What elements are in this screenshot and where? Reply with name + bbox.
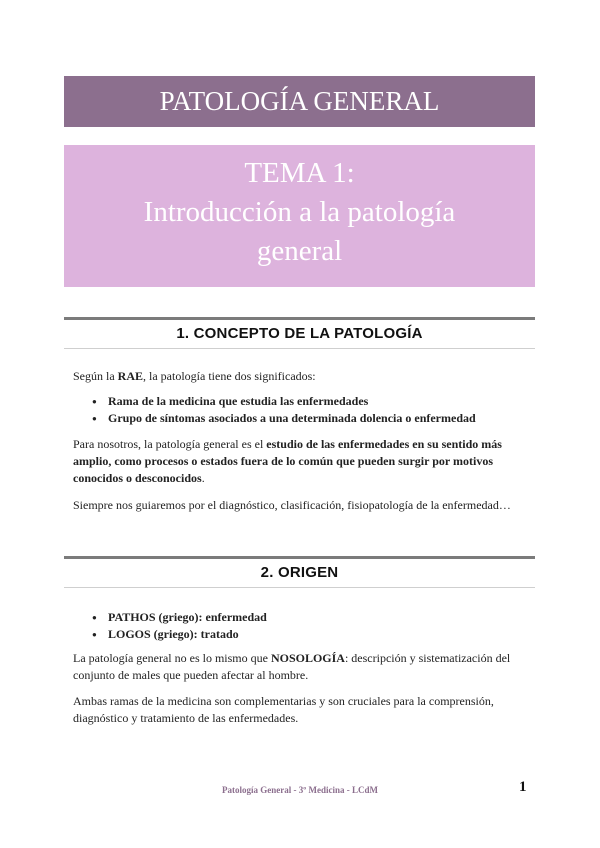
paragraph-guidance: Siempre nos guiaremos por el diagnóstico, clasificación, fisiopatología de la enfermedad… <box>73 498 511 512</box>
document-title-banner <box>64 76 535 127</box>
bullet-item: ● Rama de la medicina que estudia las enfermedades <box>92 393 532 410</box>
text-run: La patología general no es lo mismo que <box>73 651 271 665</box>
text-run-bold: NOSOLOGÍA <box>270 651 345 665</box>
bullet-item: ● PATHOS (griego): enfermedad <box>92 609 532 626</box>
paragraph-complementary: Ambas ramas de la medicina son complementarias y son cruciales para la comprensión, diagnóstico y tratamiento de las enfermedades. <box>73 694 494 725</box>
text-run: Según la <box>73 369 118 383</box>
topic-title-line: Introducción a la patología <box>143 196 456 228</box>
bullet-list-etymology <box>92 609 532 643</box>
page-number: 1 <box>519 779 527 795</box>
text-run-bold: RAE <box>117 369 144 383</box>
bullet-item: ● Grupo de síntomas asociados a una determinada dolencia o enfermedad <box>92 410 532 427</box>
bullet-item: ● LOGOS (griego): tratado <box>92 626 532 643</box>
paragraph-rae-intro <box>73 368 529 385</box>
topic-title-line: TEMA 1: <box>244 157 355 189</box>
text-run: : descripción y sistematización del conjunto de males que pueden afectar al hombre. <box>73 651 511 682</box>
text-run: Para nosotros, la patología general es el <box>73 437 267 451</box>
page-footer: Patología General - 3º Medicina - LCdM <box>222 785 378 795</box>
document-title: PATOLOGÍA GENERAL <box>159 86 440 116</box>
bullet-list-meanings <box>92 393 532 427</box>
paragraph-nosologia <box>73 650 529 684</box>
section-heading-concepto: 1. CONCEPTO DE LA PATOLOGÍA <box>64 317 535 349</box>
text-run-bold: estudio de las enfermedades en su sentido más amplio, como procesos o estados fuera de lo común que pueden surgir por motivos conocidos o desconocidos <box>73 437 502 485</box>
section-heading-origen: 2. ORIGEN <box>64 556 535 588</box>
paragraph-definition <box>73 436 529 487</box>
text-run: . <box>201 471 205 485</box>
text-run: , la patología tiene dos significados: <box>143 369 316 383</box>
topic-title-line: general <box>256 235 343 267</box>
topic-title-banner <box>64 145 535 287</box>
